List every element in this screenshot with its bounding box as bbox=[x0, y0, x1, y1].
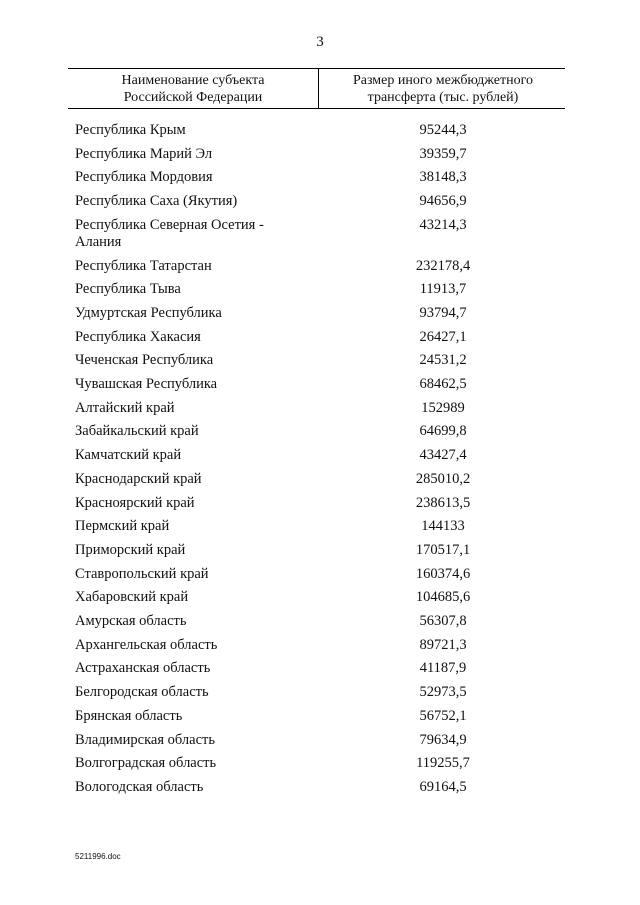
subject-name-cell bbox=[75, 660, 300, 677]
transfer-amount-cell: 93794,7 bbox=[419, 304, 467, 321]
subject-name-cell bbox=[75, 423, 300, 440]
subject-name-line: Белгородская область bbox=[75, 684, 209, 701]
subject-name-line: Приморский край bbox=[75, 541, 186, 558]
subject-name-line: Республика Марий Эл bbox=[75, 145, 213, 162]
table-top-rule bbox=[68, 68, 565, 69]
transfer-amount-cell: 64699,8 bbox=[419, 423, 467, 440]
subject-name-line: Архангельская область bbox=[75, 636, 218, 653]
transfer-amount-cell: 38148,3 bbox=[419, 169, 467, 186]
transfer-amount-cell: 52973,5 bbox=[419, 684, 467, 701]
transfer-amount-cell: 89721,3 bbox=[419, 636, 467, 653]
subject-name-line: Республика Саха (Якутия) bbox=[75, 193, 238, 210]
subject-name-cell bbox=[75, 193, 300, 210]
column-header-subject-line1: Наименование субъекта bbox=[121, 73, 265, 88]
subject-name-line: Республика Северная Осетия - bbox=[75, 216, 264, 233]
subject-name-cell bbox=[75, 122, 300, 139]
transfer-amount-cell: 119255,7 bbox=[416, 755, 470, 772]
transfer-amount-cell: 238613,5 bbox=[415, 494, 471, 511]
subject-name-cell bbox=[75, 305, 300, 322]
transfer-amount-cell: 69164,5 bbox=[419, 778, 467, 795]
subject-name-cell bbox=[75, 352, 300, 369]
column-header-amount-line2: трансферта (тыс. рублей) bbox=[367, 90, 519, 105]
subject-name-line: Пермский край bbox=[75, 518, 170, 535]
transfer-amount-cell: 144133 bbox=[421, 518, 465, 535]
subject-name-cell bbox=[75, 376, 300, 393]
subject-name-line: Удмуртская Республика bbox=[75, 304, 222, 321]
transfer-amount-cell: 170517,1 bbox=[415, 541, 471, 558]
subject-name-line: Республика Крым bbox=[75, 122, 186, 138]
transfer-amount-cell: 26427,1 bbox=[419, 328, 467, 345]
subject-name-line: Ставропольский край bbox=[75, 565, 209, 582]
subject-name-cell bbox=[75, 518, 300, 535]
subject-name-line: Красноярский край bbox=[75, 494, 195, 511]
subject-name-line: Астраханская область bbox=[75, 660, 211, 677]
subject-name-line: Алания bbox=[75, 233, 122, 250]
transfer-amount-cell: 43427,4 bbox=[419, 447, 467, 464]
subject-name-cell bbox=[75, 281, 300, 298]
subject-name-line: Хабаровский край bbox=[75, 589, 189, 606]
subject-name-cell bbox=[75, 779, 300, 796]
header-column-divider bbox=[318, 68, 319, 108]
transfer-amount-cell: 68462,5 bbox=[419, 376, 467, 392]
transfer-amount-cell: 94656,9 bbox=[419, 193, 467, 210]
transfer-amount-cell: 56307,8 bbox=[419, 613, 467, 629]
column-header-subject bbox=[70, 72, 316, 106]
column-header-subject-line2: Российской Федерации bbox=[123, 90, 263, 105]
subject-name-line: Волгоградская область bbox=[75, 755, 217, 772]
transfer-amount-cell: 95244,3 bbox=[419, 122, 467, 138]
subject-name-line: Владимирская область bbox=[75, 731, 215, 748]
subject-name-cell bbox=[75, 169, 300, 186]
subject-name-cell bbox=[75, 589, 300, 606]
subject-name-cell bbox=[75, 258, 300, 275]
transfer-amount-cell: 43214,3 bbox=[419, 216, 467, 233]
subject-name-cell bbox=[75, 471, 300, 488]
transfer-amount-cell: 104685,6 bbox=[415, 589, 471, 606]
page-number: 3 bbox=[316, 34, 324, 50]
transfer-amount-cell: 232178,4 bbox=[415, 257, 471, 274]
subject-name-cell bbox=[75, 447, 300, 464]
transfer-amount-cell: 160374,6 bbox=[415, 565, 471, 582]
subject-name-line: Забайкальский край bbox=[75, 423, 199, 440]
subject-name-line: Республика Мордовия bbox=[75, 169, 213, 186]
transfer-amount-cell: 79634,9 bbox=[419, 731, 467, 748]
transfer-amount-cell: 285010,2 bbox=[415, 470, 471, 487]
subject-name-cell bbox=[75, 495, 300, 512]
transfer-amount-cell: 11913,7 bbox=[419, 281, 467, 298]
subject-name-line: Чувашская Республика bbox=[75, 376, 218, 392]
subject-name-cell bbox=[75, 217, 300, 251]
subject-name-cell bbox=[75, 637, 300, 654]
subject-name-line: Амурская область bbox=[75, 613, 187, 629]
subject-name-line: Вологодская область bbox=[75, 778, 204, 795]
subject-name-cell bbox=[75, 613, 300, 630]
subject-name-cell bbox=[75, 146, 300, 163]
subject-name-line: Республика Татарстан bbox=[75, 257, 212, 274]
subject-name-line: Алтайский край bbox=[75, 399, 175, 416]
subject-name-line: Камчатский край bbox=[75, 447, 182, 464]
subject-name-cell bbox=[75, 755, 300, 772]
table-header-bottom-rule bbox=[68, 108, 565, 109]
transfer-amount-cell: 39359,7 bbox=[419, 145, 467, 162]
transfer-amount-cell: 56752,1 bbox=[419, 707, 467, 724]
subject-name-cell bbox=[75, 329, 300, 346]
subject-name-cell bbox=[75, 708, 300, 725]
transfer-amount-cell: 24531,2 bbox=[419, 352, 467, 369]
subject-name-line: Республика Хакасия bbox=[75, 328, 201, 345]
subject-name-cell bbox=[75, 400, 300, 417]
subject-name-cell bbox=[75, 732, 300, 749]
subject-name-line: Республика Тыва bbox=[75, 281, 181, 298]
subject-name-cell bbox=[75, 566, 300, 583]
subject-name-line: Брянская область bbox=[75, 707, 183, 724]
subject-name-line: Чеченская Республика bbox=[75, 352, 214, 369]
transfer-amount-cell: 152989 bbox=[421, 399, 465, 416]
column-header-amount bbox=[322, 72, 564, 106]
subject-name-line: Краснодарский край bbox=[75, 470, 202, 487]
document-id: 5211996.doc bbox=[75, 852, 121, 861]
subject-name-cell bbox=[75, 684, 300, 701]
subject-name-cell bbox=[75, 542, 300, 559]
transfer-amount-cell: 41187,9 bbox=[419, 660, 467, 677]
column-header-amount-line1: Размер иного межбюджетного bbox=[352, 73, 534, 88]
